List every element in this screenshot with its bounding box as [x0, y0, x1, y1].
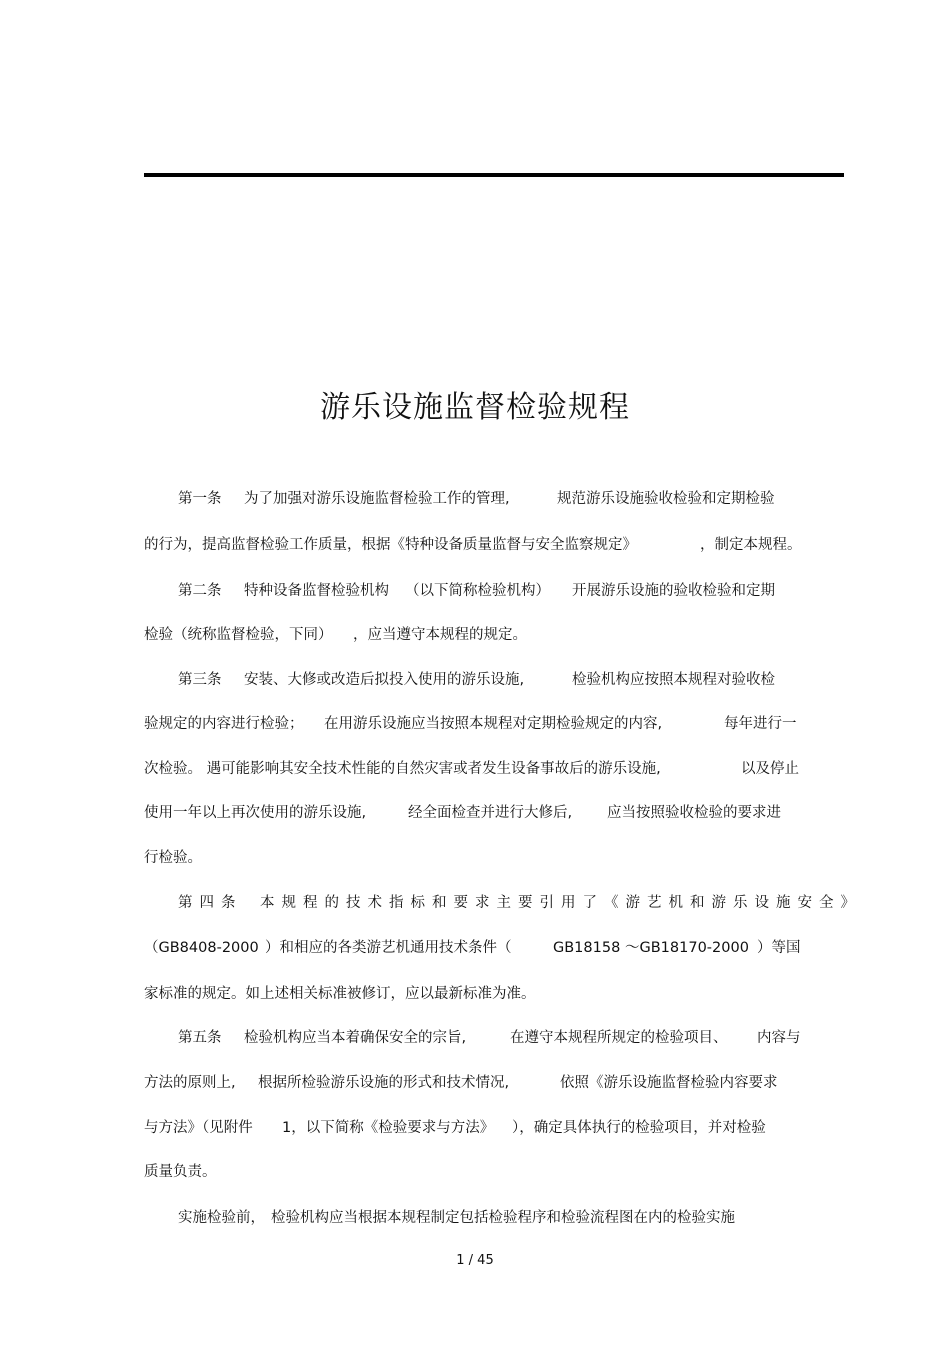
text-segment: 以及停止: [741, 761, 799, 777]
text-segment: 的行为，提高监督检验工作质量，根据《特种设备质量监督与安全监察规定》: [144, 537, 637, 553]
text-segment: 检验机构应当根据本规程制定包括检验程序和检验流程图在内的检验实施: [271, 1210, 735, 1226]
page-number: 1 / 45: [456, 1253, 494, 1268]
text-segment: 家标准的规定。如上述相关标准被修订，应以最新标准为准。: [144, 986, 536, 1002]
text-segment: ），确定具体执行的检验项目，并对检验: [512, 1120, 766, 1136]
text-segment: 在用游乐设施应当按照本规程对定期检验规定的内容,: [324, 716, 663, 732]
text-line: [0, 1116, 950, 1140]
text-segment: 根据所检验游乐设施的形式和技术情况,: [258, 1075, 510, 1091]
text-line: [0, 579, 950, 603]
text-segment: 经全面检查并进行大修后,: [408, 805, 573, 821]
article-label: 第二条: [178, 583, 222, 599]
text-segment: 使用一年以上再次使用的游乐设施,: [144, 805, 367, 821]
text-segment: 在遵守本规程所规定的检验项目、: [510, 1030, 728, 1046]
text-line: [0, 668, 950, 692]
text-line: [0, 891, 950, 915]
text-segment: 安装、大修或改造后拟投入使用的游乐设施,: [244, 672, 525, 688]
text-segment: 方法的原则上,: [144, 1075, 236, 1091]
text-segment: 每年进行一: [724, 716, 797, 732]
text-segment: 与方法》（见附件: [144, 1120, 253, 1136]
text-segment: 实施检验前，: [178, 1210, 265, 1226]
text-segment: ，应当遵守本规程的规定。: [353, 627, 527, 643]
document-title: 游乐设施监督检验规程: [320, 390, 630, 425]
text-line: [0, 623, 950, 647]
text-line: [0, 1160, 950, 1184]
text-segment: 开展游乐设施的验收检验和定期: [572, 583, 775, 599]
text-segment: （GB8408-2000: [144, 940, 259, 956]
text-segment: 验规定的内容进行检验；: [144, 716, 304, 732]
text-segment: （以下简称检验机构）: [405, 583, 550, 599]
article-label: 第一条: [178, 491, 222, 507]
text-line: [0, 1026, 950, 1050]
article-label: 第三条: [178, 672, 222, 688]
text-segment: 本规程的技术指标和要求主要引用了《游艺机和游乐设施安全》: [260, 895, 862, 911]
text-segment: 依照《游乐设施监督检验内容要求: [560, 1075, 778, 1091]
text-segment: 次检验。 遇可能影响其安全技术性能的自然灾害或者发生设备事故后的游乐设施,: [144, 761, 661, 777]
text-segment: 检验（统称监督检验，下同）: [144, 627, 333, 643]
article-label: 第四条: [178, 895, 243, 911]
text-line: [0, 982, 950, 1006]
text-segment: ～GB18170-2000: [625, 940, 749, 956]
text-line: [0, 1206, 950, 1230]
header-rule: [144, 173, 844, 177]
text-segment: ）等国: [757, 940, 801, 956]
text-segment: ）和相应的各类游艺机通用技术条件（: [265, 940, 512, 956]
text-line: [0, 757, 950, 781]
text-line: [0, 712, 950, 736]
text-segment: 应当按照验收检验的要求进: [607, 805, 781, 821]
text-line: [0, 1071, 950, 1095]
text-segment: ，制定本规程。: [700, 537, 802, 553]
text-segment: 检验机构应当本着确保安全的宗旨,: [244, 1030, 467, 1046]
text-line: [0, 936, 950, 960]
text-line: [0, 533, 950, 557]
text-segment: 检验机构应按照本规程对验收检: [572, 672, 775, 688]
text-segment: 行检验。: [144, 850, 202, 866]
text-segment: 内容与: [757, 1030, 801, 1046]
text-line: [0, 801, 950, 825]
text-segment: 质量负责。: [144, 1164, 217, 1180]
text-segment: 规范游乐设施验收检验和定期检验: [557, 491, 775, 507]
text-line: [0, 846, 950, 870]
article-label: 第五条: [178, 1030, 222, 1046]
text-segment: 为了加强对游乐设施监督检验工作的管理,: [244, 491, 510, 507]
text-segment: GB18158: [553, 940, 621, 956]
text-line: [0, 487, 950, 511]
text-segment: 1，以下简称《检验要求与方法》: [282, 1120, 495, 1136]
text-segment: 特种设备监督检验机构: [244, 583, 389, 599]
